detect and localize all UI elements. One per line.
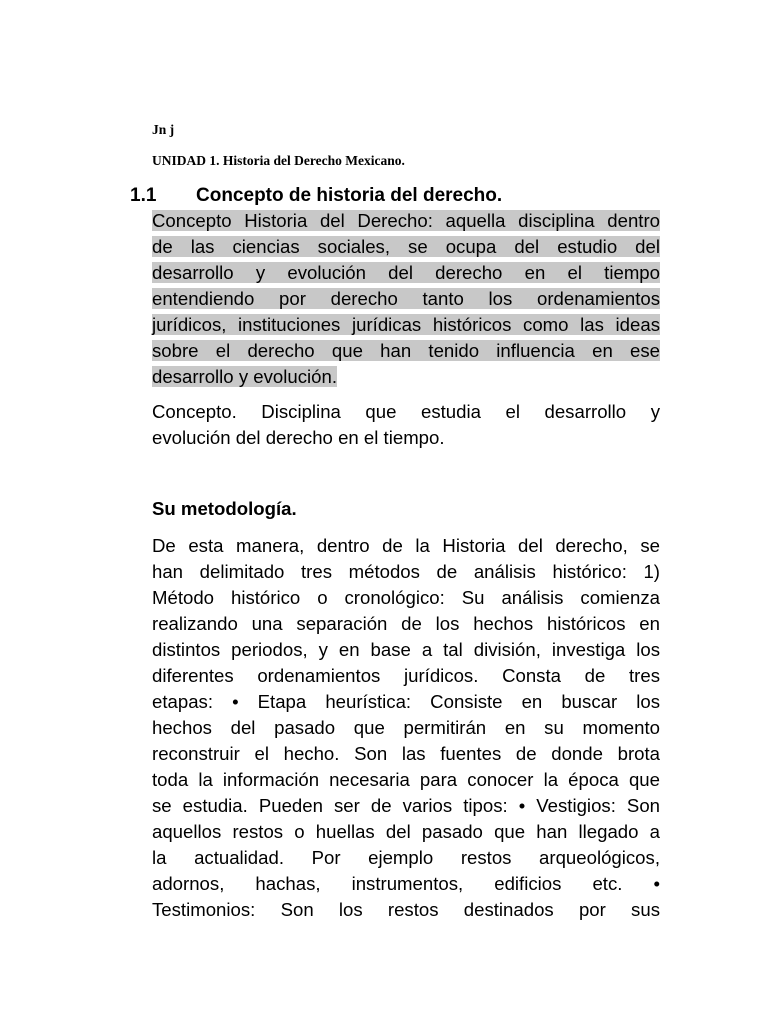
- paragraph-line: se estudia. Pueden ser de varios tipos: • Vestigios: Son: [152, 795, 660, 816]
- paragraph-line: [152, 338, 660, 364]
- top-note: Jn j: [152, 122, 175, 137]
- paragraph-line: etapas: • Etapa heurística: Consiste en buscar los: [152, 691, 660, 712]
- section-number: 1.1: [130, 185, 157, 206]
- highlighted-text: Concepto Historia del Derecho: aquella disciplina dentro: [152, 210, 660, 231]
- section-heading: [130, 183, 502, 209]
- unit-title: UNIDAD 1. Historia del Derecho Mexicano.: [152, 153, 405, 168]
- paragraph-line: la actualidad. Por ejemplo restos arqueológicos,: [152, 847, 660, 868]
- section-title: Concepto de historia del derecho.: [196, 185, 503, 206]
- paragraph-line: han delimitado tres métodos de análisis histórico: 1): [152, 561, 660, 582]
- paragraph-line: diferentes ordenamientos jurídicos. Consta de tres: [152, 665, 660, 686]
- paragraph-line: [152, 208, 660, 234]
- highlighted-text: jurídicos, instituciones jurídicas históricos como las ideas: [152, 314, 660, 335]
- paragraph-line: [152, 234, 660, 260]
- paragraph-line: aquellos restos o huellas del pasado que han llegado a: [152, 821, 660, 842]
- paragraph-line: De esta manera, dentro de la Historia del derecho, se: [152, 535, 660, 556]
- paragraph-line: Método histórico o cronológico: Su análisis comienza: [152, 587, 660, 608]
- highlighted-text: de las ciencias sociales, se ocupa del estudio del: [152, 236, 660, 257]
- paragraph-line: evolución del derecho en el tiempo.: [152, 427, 445, 448]
- paragraph-line: toda la información necesaria para conocer la época que: [152, 769, 660, 790]
- paragraph-line: Concepto. Disciplina que estudia el desarrollo y: [152, 401, 660, 422]
- methodology-heading: Su metodología.: [152, 498, 297, 519]
- paragraph-line: [152, 260, 660, 286]
- highlighted-text: desarrollo y evolución del derecho en el tiempo: [152, 262, 660, 283]
- methodology-paragraph: [152, 533, 660, 923]
- highlighted-text: sobre el derecho que han tenido influencia en ese: [152, 340, 660, 361]
- paragraph-line: Testimonios: Son los restos destinados por sus: [152, 899, 660, 920]
- concept-paragraph: [152, 399, 660, 451]
- paragraph-line: hechos del pasado que permitirán en su momento: [152, 717, 660, 738]
- paragraph-line: distintos periodos, y en base a tal división, investiga los: [152, 639, 660, 660]
- paragraph-line: adornos, hachas, instrumentos, edificios etc. •: [152, 873, 660, 894]
- paragraph-line: [152, 364, 660, 390]
- highlighted-text: desarrollo y evolución.: [152, 366, 338, 387]
- highlighted-definition: [152, 208, 660, 390]
- paragraph-line: reconstruir el hecho. Son las fuentes de donde brota: [152, 743, 660, 764]
- paragraph-line: [152, 286, 660, 312]
- highlighted-text: entendiendo por derecho tanto los ordenamientos: [152, 288, 660, 309]
- paragraph-line: [152, 312, 660, 338]
- paragraph-line: realizando una separación de los hechos históricos en: [152, 613, 660, 634]
